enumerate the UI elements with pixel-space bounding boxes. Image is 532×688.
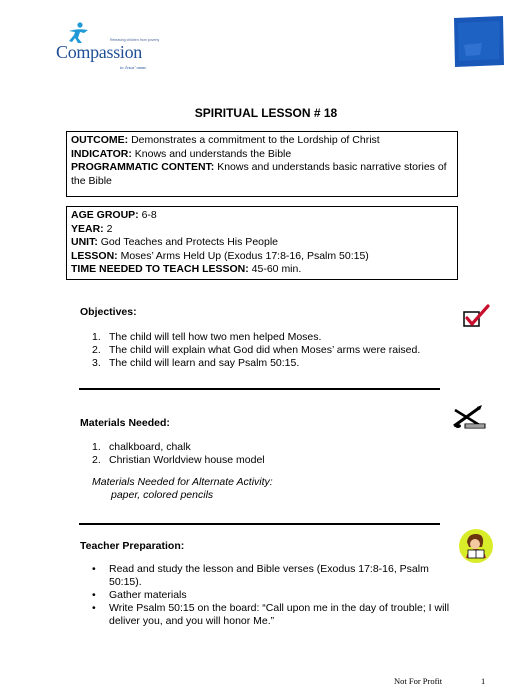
unit-text: God Teaches and Protects His People <box>97 236 279 248</box>
indicator-text: Knows and understands the Bible <box>131 147 292 160</box>
materials-list <box>92 441 265 467</box>
year-label: YEAR: <box>71 222 104 235</box>
list-number: 1. <box>92 441 101 453</box>
list-item-text: The child will learn and say Psalm 50:15. <box>109 357 300 369</box>
bullet: • <box>92 589 96 601</box>
page-number: 1 <box>481 676 486 686</box>
list-item <box>92 454 265 467</box>
outcome-row <box>71 134 453 148</box>
indicator-label: INDICATOR: <box>71 147 132 160</box>
blue-corner-graphic <box>452 15 505 68</box>
lesson-info-box <box>66 206 458 280</box>
list-item-text: Gather materials <box>109 589 187 601</box>
time-row <box>71 263 453 277</box>
year-row <box>71 223 453 237</box>
list-item <box>92 602 462 628</box>
list-number: 2. <box>92 454 101 466</box>
list-item-text: The child will explain what God did when Moses’ arms were raised. <box>109 344 421 356</box>
programmatic-label: PROGRAMMATIC CONTENT: <box>71 161 215 173</box>
lesson-row <box>71 250 453 264</box>
list-item-text: The child will tell how two men helped Moses. <box>109 331 322 343</box>
bullet: • <box>92 563 96 575</box>
bullet: • <box>92 602 96 614</box>
list-item <box>92 589 462 602</box>
logo-brand-name: Compassion <box>56 42 143 62</box>
list-item <box>92 357 420 370</box>
logo-tagline-bottom: in Jesus' name <box>120 65 147 70</box>
objectives-heading: Objectives: <box>80 306 137 318</box>
programmatic-text: Knows and understands basic narrative stories of the Bible <box>71 161 447 187</box>
footer-not-for-profit: Not For Profit <box>394 676 443 686</box>
list-item-text: chalkboard, chalk <box>109 441 191 453</box>
list-number: 3. <box>92 357 101 369</box>
programmatic-row <box>71 161 453 188</box>
checkbox-check-icon <box>462 304 490 328</box>
outcome-label: OUTCOME: <box>71 134 129 146</box>
leaping-child-logo-icon <box>66 22 92 44</box>
list-item <box>92 563 462 589</box>
time-text: 45-60 min. <box>248 263 302 275</box>
outcome-text: Demonstrates a commitment to the Lordship of Christ <box>128 134 380 146</box>
list-number: 1. <box>92 331 101 343</box>
alternate-materials-text: paper, colored pencils <box>111 489 214 501</box>
compassion-logo <box>52 22 172 68</box>
alternate-materials <box>92 476 273 502</box>
preparation-list <box>92 563 462 628</box>
age-group-text: 6-8 <box>138 209 157 221</box>
teacher-reading-icon <box>458 528 494 564</box>
age-group-label: AGE GROUP: <box>71 209 139 221</box>
objectives-list <box>92 331 420 370</box>
logo-tagline-top: Releasing children from poverty <box>110 38 160 42</box>
outcome-box <box>66 131 458 197</box>
alternate-materials-heading: Materials Needed for Alternate Activity: <box>92 476 273 488</box>
year-text: 2 <box>103 222 113 235</box>
list-item-text: Write Psalm 50:15 on the board: “Call upon me in the day of trouble; I will deliver you, and you will honor Me.” <box>109 602 450 627</box>
lesson-label: LESSON: <box>71 249 118 262</box>
unit-label: UNIT: <box>71 236 98 248</box>
list-item <box>92 344 420 357</box>
list-item-text: Read and study the lesson and Bible verses (Exodus 17:8-16, Psalm 50:15). <box>109 563 429 588</box>
section-divider <box>79 523 440 525</box>
list-number: 2. <box>92 344 101 356</box>
time-label: TIME NEEDED TO TEACH LESSON: <box>71 263 249 275</box>
preparation-heading: Teacher Preparation: <box>80 540 185 552</box>
lesson-title: SPIRITUAL LESSON # 18 <box>194 106 338 120</box>
list-item <box>92 331 420 344</box>
lesson-text: Moses’ Arms Held Up (Exodus 17:8-16, Psalm 50:15) <box>117 249 369 262</box>
list-item-text: Christian Worldview house model <box>109 454 265 466</box>
list-item <box>92 441 265 454</box>
pencil-brush-tools-icon <box>451 404 487 430</box>
section-divider <box>79 388 440 390</box>
materials-heading: Materials Needed: <box>80 417 170 429</box>
unit-row <box>71 236 453 250</box>
age-group-row <box>71 209 453 223</box>
indicator-row <box>71 148 453 162</box>
